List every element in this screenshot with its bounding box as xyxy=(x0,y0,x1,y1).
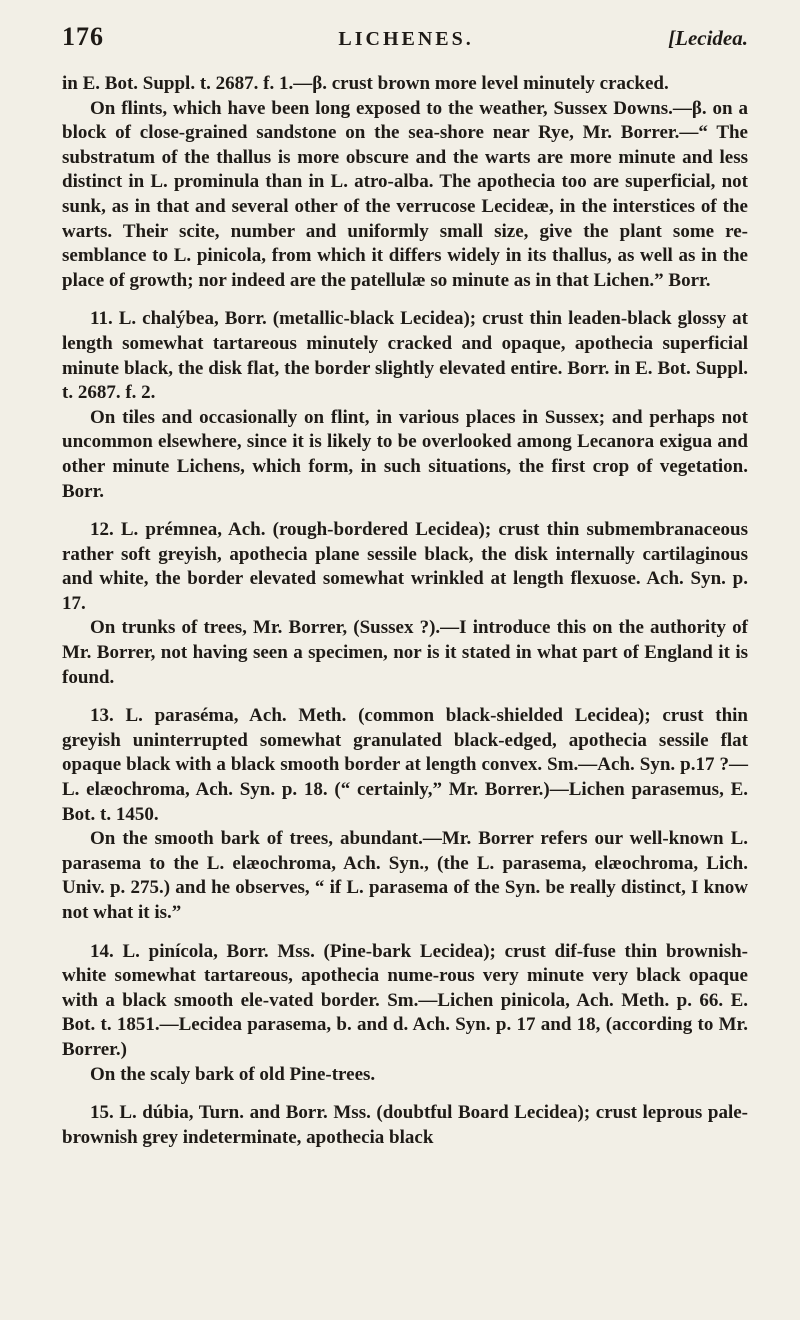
page-number: 176 xyxy=(62,22,104,51)
habitat-paragraph: On trunks of trees, Mr. Borrer, (Sussex ?).—I introduce this on the authority of Mr. Borrer, not having seen a specimen, nor is it stated in what part of England it is found. xyxy=(62,617,748,688)
continued-paragraph: in E. Bot. Suppl. t. 2687. f. 1.—β. crust brown more level minutely cracked. xyxy=(62,73,669,94)
running-section: [Lecidea. xyxy=(668,26,748,50)
habitat-paragraph: On the scaly bark of old Pine-trees. xyxy=(90,1063,376,1085)
habitat-paragraph: On tiles and occasionally on flint, in various places in Sussex; and perhaps not uncommon elsewhere, since it is likely to be overlooked among Lecanora exigua and other minute Lichens, which form, in such situations, the first crop of vegetation. Borr. xyxy=(62,406,748,502)
page-body xyxy=(62,72,748,1150)
species-entry: 12. L. prémnea, Ach. (rough-bordered Lecidea); crust thin submembranaceous rather soft greyish, apothecia plane sessile black, the disk internally cartilaginous and white, the border elevated somewhat wrinkled at length flexuose. Ach. Syn. p. 17. xyxy=(62,519,748,614)
species-entry: 14. L. pinícola, Borr. Mss. (Pine-bark Lecidea); crust dif-fuse thin brownish-white somewhat tartareous, apothecia nume-rous very minute very black opaque with a black smooth ele-vated border. Sm.—Lichen pinicola, Ach. Meth. p. 66. E. Bot. t. 1851.—Lecidea parasema, b. and d. Ach. Syn. p. 17 and 18, (according to Mr. Borrer.) xyxy=(62,940,748,1060)
species-entry: 11. L. chalýbea, Borr. (metallic-black Lecidea); crust thin leaden-black glossy at length somewhat tartareous minutely cracked and opaque, apothecia superficial minute black, the disk flat, the border slightly elevated entire. Borr. in E. Bot. Suppl. t. 2687. f. 2. xyxy=(62,308,748,404)
habitat-paragraph: On flints, which have been long exposed to the weather, Sussex Downs.—β. on a block of close-grained sandstone on the sea-shore near Rye, Mr. Borrer.—“ The substratum of the thallus is more obscure and the warts are more minute and less distinct in L. prominula than in L. atro-alba. The apothecia too are superficial, not sunk, as in that and several other of the verrucose Lecideæ, in the interstices of the warts. Their scite, number and uniformly small size, give the plant some re-semblance to L. pinicola, from which it differs widely in its thallus, as well as in the place of growth; nor indeed are the patellulæ so minute as in that Lichen.” Borr. xyxy=(62,97,748,291)
habitat-paragraph: On the smooth bark of trees, abundant.—Mr. Borrer refers our well-known L. parasema to the L. elæochroma, Ach. Syn., (the L. parasema, elæochroma, Lich. Univ. p. 275.) and he observes, “ if L. parasema of the Syn. be really distinct, I know not what it is.” xyxy=(62,828,748,923)
species-entry: 13. L. paraséma, Ach. Meth. (common black-shielded Lecidea); crust thin greyish uninterrupted somewhat granulated black-edged, apothecia sessile flat opaque black with a black smooth border at length convex. Sm.—Ach. Syn. p.17 ?—L. elæochroma, Ach. Syn. p. 18. (“ certainly,” Mr. Borrer.)—Lichen parasemus, E. Bot. t. 1450. xyxy=(62,705,748,825)
running-title: LICHENES. xyxy=(338,28,474,50)
species-entry: 15. L. dúbia, Turn. and Borr. Mss. (doubtful Board Lecidea); crust leprous pale-brownish grey indeterminate, apothecia black xyxy=(62,1102,748,1148)
running-header xyxy=(62,22,748,72)
